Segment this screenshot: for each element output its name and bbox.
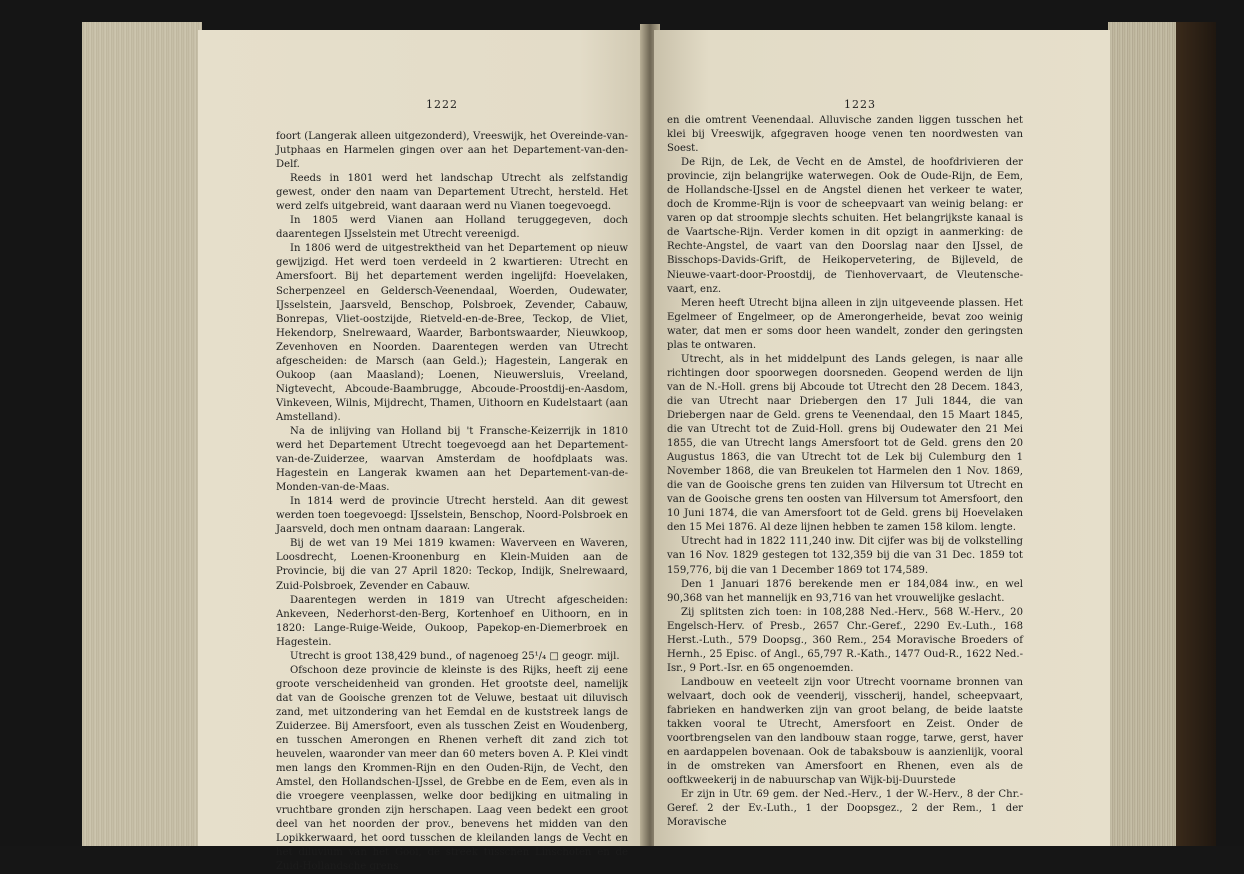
paragraph: De Rijn, de Lek, de Vecht en de Amstel, de hoofdrivieren der provincie, zijn belangrijke waterwegen. Ook de Oude-Rijn, de Eem, de Hollandsche-IJssel en de Angstel dienen het verkeer te water, doch de Kromme-Rijn is voor de scheepvaart van weinig belang: er varen op dat stroompje slechts schuiten. Het belangrijkste kanaal is de Vaartsche-Rijn. Verder komen in dit opzigt in aanmerking: de Rechte-Angstel, de vaart van den Doorslag naar den IJssel, de Bisschops-Davids-Grift, de Heikopervetering, de Bijleveld, de Nieuwe-vaart-door-Proostdij, de Tienhovervaart, de Vleutensche-vaart, enz.: [667, 157, 1023, 295]
paragraph: In 1805 werd Vianen aan Holland teruggegeven, doch daarentegen IJsselstein met Utrecht vereenigd.: [276, 215, 628, 241]
paragraph: Utrecht is groot 138,429 bund., of nagenoeg 25¹/₄ □ geogr. mijl.: [290, 650, 620, 662]
right-page: [654, 30, 1110, 846]
left-page-number: 1222: [426, 98, 458, 111]
paragraph: Er zijn in Utr. 69 gem. der Ned.-Herv., 1 der W.-Herv., 8 der Chr.-Geref. 2 der Ev.-Luth., 1 der Doopsgez., 2 der Rem., 1 der Moravische: [667, 789, 1023, 829]
left-page: [198, 30, 646, 873]
left-page-stack: [82, 22, 202, 846]
paragraph: Bij de wet van 19 Mei 1819 kwamen: Waverveen en Waveren, Loosdrecht, Loenen-Kroonenburg en Klein-Muiden aan de Provincie, bij die van 27 April 1820: Teckop, Indijk, Snelrewaard, Zuid-Polsbroek, Zevender en Cabauw.: [276, 538, 628, 592]
paragraph: Utrecht had in 1822 111,240 inw. Dit cijfer was bij de volkstelling van 16 Nov. 1829 gestegen tot 132,359 bij die van 31 Dec. 1859 tot 159,776, bij die van 1 December 1869 tot 174,589.: [667, 536, 1023, 576]
right-page-stack: [1108, 22, 1178, 846]
paragraph: Zij splitsten zich toen: in 108,288 Ned.-Herv., 568 W.-Herv., 20 Engelsch-Herv. of Presb., 2657 Chr.-Geref., 2290 Ev.-Luth., 168 Herst.-Luth., 579 Doopsg., 360 Rem., 254 Moravische Broeders of Hernh., 25 Episc. of Angl., 65,797 R.-Kath., 1477 Oud-R., 1622 Ned.-Isr., 9 Port.-Isr. en 65 ongenoemden.: [667, 606, 1023, 674]
paragraph: en die omtrent Veenendaal. Alluvische zanden liggen tusschen het klei bij Vreeswijk, afgegraven hooge venen ten noordwesten van Soest.: [667, 115, 1023, 155]
paragraph: Den 1 Januari 1876 berekende men er 184,084 inw., en wel 90,368 van het mannelijk en 93,716 van het vrouwelijke geslacht.: [667, 578, 1023, 604]
left-page-text: [276, 130, 628, 874]
paragraph: foort (Langerak alleen uitgezonderd), Vreeswijk, het Overeinde-van-Jutphaas en Harmelen gingen over aan het Departement-van-den-Delf.: [276, 131, 628, 171]
paragraph: Ofschoon deze provincie de kleinste is des Rijks, heeft zij eene groote verscheidenheid van gronden. Het grootste deel, namelijk dat van de Gooische grenzen tot de Veluwe, bestaat uit diluvisch zand, met uitzondering van het Eemdal en de kuststreek langs de Zuiderzee. Bij Amersfoort, even als tusschen Zeist en Woudenberg, en tusschen Amerongen en Rhenen verheft dit zand zich tot heuvelen, waaronder van meer dan 60 meters boven A. P. Klei vindt men langs den Krommen-Rijn en den Ouden-Rijn, de Vecht, den Amstel, den Hollandschen-IJssel, de Grebbe en de Eem, even als in die vroegere veenplassen, welke door bedijking en uitmaling in vruchtbare gronden zijn herschapen. Laag veen bedekt een groot deel van het noorden der prov., benevens het midden van den Lopikkerwaard, het oord tusschen de kleilanden langs de Vecht en het diluvium van het Gooi, de streek tusschen Linschoten en de Zuid-Hollandsche grens: [276, 664, 628, 873]
paragraph: Landbouw en veeteelt zijn voor Utrecht voorname bronnen van welvaart, doch ook de veenderij, visscherij, handel, scheepvaart, fabrieken en handwerken zijn van groot belang, de beide laatste takken vooral te Utrecht, Amersfoort en Zeist. Onder de voortbrengselen van den landbouw staan rogge, tarwe, gerst, haver en aardappelen bovenaan. Ook de tabaksbouw is aanzienlijk, vooral in de omstreken van Amersfoort en Rhenen, even als de ooftkweekerij in de nabuurschap van Wijk-bij-Duurstede: [667, 676, 1023, 787]
paragraph: In 1806 werd de uitgestrektheid van het Departement op nieuw gewijzigd. Het werd toen verdeeld in 2 kwartieren: Utrecht en Amersfoort. Bij het departement werden ingelijfd: Hoevelaken, Scherpenzeel en Geldersch-Veenendaal, Woerden, Oudewater, IJsselstein, Jaarsveld, Benschop, Polsbroek, Zevender, Cabauw, Bonrepas, Vliet-oostzijde, Rietveld-en-de-Bree, Teckop, de Vliet, Hekendorp, Snelrewaard, Waarder, Barbontswaarder, Nieuwkoop, Zevenhoven en Noorden. Daarentegen werden van Utrecht afgescheiden: de Marsch (aan Geld.); Hagestein, Langerak en Oukoop (aan Maasland); Loenen, Nieuwersluis, Vreeland, Nigtevecht, Abcoude-Baambrugge, Abcoude-Proostdij-en-Aasdom, Vinkeveen, Wilnis, Mijdrecht, Thamen, Uithoorn en Kudelstaart (aan Amstelland).: [276, 243, 628, 423]
paragraph: Meren heeft Utrecht bijna alleen in zijn uitgeveende plassen. Het Egelmeer of Engelmeer, op de Amerongerheide, bevat zoo weinig water, dat men er soms door heen wandelt, zonder den geringsten plas te ontwaren.: [667, 297, 1023, 351]
right-page-text: [667, 114, 1023, 830]
paragraph: Reeds in 1801 werd het landschap Utrecht als zelfstandig gewest, onder den naam van Departement Utrecht, hersteld. Het werd zelfs uitgebreid, want daaraan werd nu Vianen toegevoegd.: [276, 173, 628, 213]
paragraph: Na de inlijving van Holland bij 't Fransche-Keizerrijk in 1810 werd het Departement Utrecht toegevoegd aan het Departement-van-de-Zuiderzee, waarvan Amsterdam de hoofdplaats was. Hagestein en Langerak kwamen aan het Departement-van-de-Monden-van-de-Maas.: [276, 425, 628, 494]
paragraph: Utrecht, als in het middelpunt des Lands gelegen, is naar alle richtingen door spoorwegen doorsneden. Geopend werden de lijn van de N.-Holl. grens bij Abcoude tot Utrecht den 28 Decem. 1843, die van Utrecht naar Driebergen den 17 Juli 1844, die van Driebergen naar de Geld. grens te Veenendaal, den 15 Maart 1845, die van Utrecht tot de Zuid-Holl. grens bij Oudewater den 21 Mei 1855, die van Utrecht langs Amersfoort tot de Geld. grens den 20 Augustus 1863, die van Utrecht tot de Lek bij Culemburg den 1 November 1868, die van Breukelen tot Harmelen den 1 Nov. 1869, die van de Gooische grens ten zuiden van Hilversum tot Utrecht en van de Gooische grens ten oosten van Hilversum tot Amersfoort, den 10 Juni 1874, die van Amersfoort tot de Geld. grens bij Hoevelaken den 15 Mei 1876. Al deze lijnen hebben te zamen 158 kilom. lengte.: [667, 353, 1023, 534]
paragraph: In 1814 werd de provincie Utrecht hersteld. Aan dit gewest werden toen toegevoegd: IJsselstein, Benschop, Noord-Polsbroek en Jaarsveld, doch men ontnam daaraan: Langerak.: [276, 496, 628, 536]
right-page-number: 1223: [844, 98, 876, 111]
book-cover-edge: [1176, 22, 1216, 846]
paragraph: Daarentegen werden in 1819 van Utrecht afgescheiden: Ankeveen, Nederhorst-den-Berg, Kortenhoef en Uithoorn, en in 1820: Lange-Ruige-Weide, Oukoop, Papekop-en-Diemerbroek en Hagestein.: [276, 594, 628, 648]
